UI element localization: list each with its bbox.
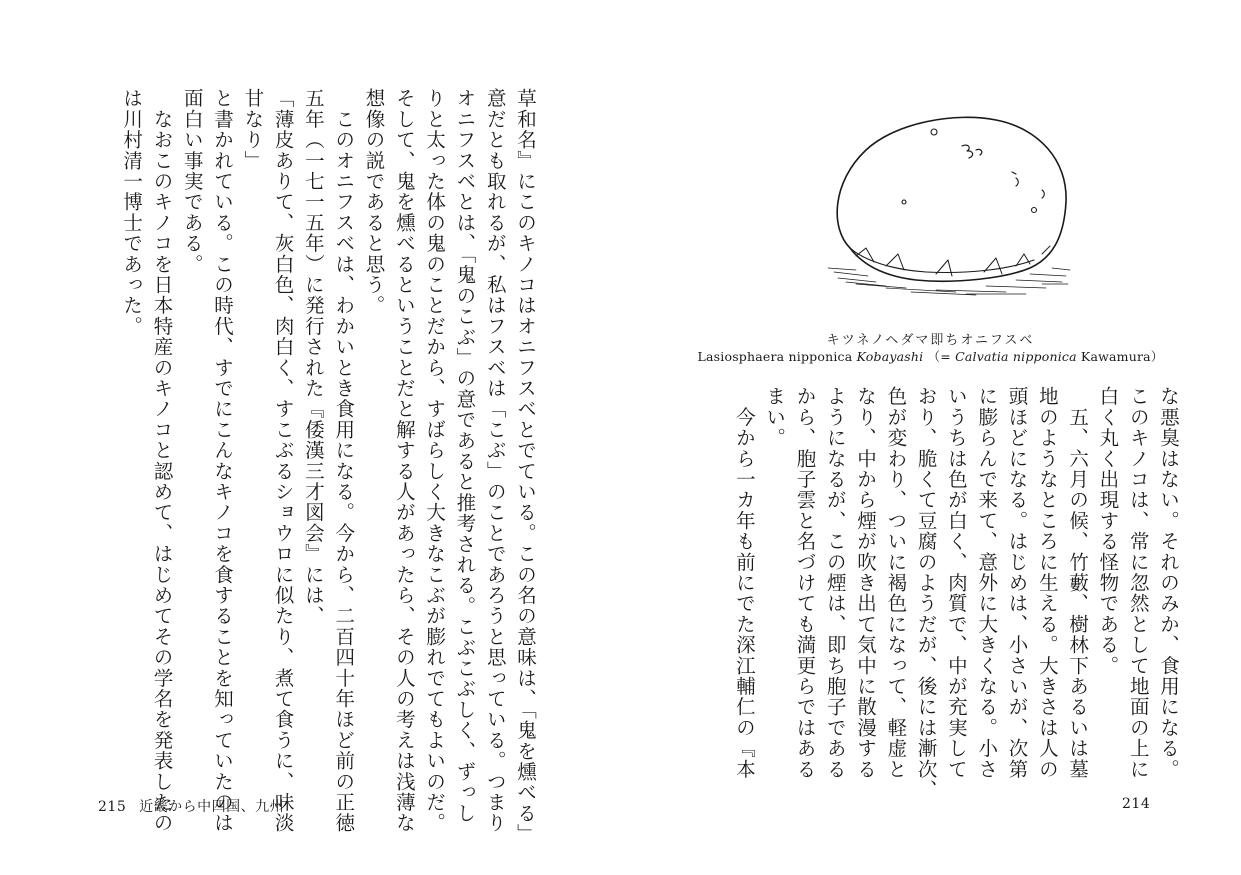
- caption-genus: Lasiosphaera nipponica: [697, 349, 853, 364]
- puffball-illustration: [816, 98, 1076, 314]
- left-page: [0, 0, 620, 875]
- left-page-number: 215: [98, 799, 127, 815]
- right-page-body-text: な悪臭はない。それのみか、食用になる。 このキノコは、常に忽然として地面の上に 白く丸く出現する怪物である。 五、六月の候、竹藪、樹林下あるいは墓 地のようなところに生える。大きさは人の 頭ほどになる。はじめは、小さいが、次第 に膨らんで来て、意外に大きくなる。小さ いうちは色が白く、肉質で、中が充実して おり、脆くて豆腐のようだが、後には漸次、 色が変わり、ついに褐色になって、軽虚と なり、中から煙が吹き出て気中に散漫する ようになるが、この煙は、即ち胞子である から、胞子雲と名づけても満更らではある まい。 今から一カ年も前にでた深江輔仁の『本: [732, 386, 1180, 800]
- right-page: [620, 0, 1241, 875]
- left-page-folio: [98, 796, 284, 816]
- caption-synonym-open: （=: [927, 349, 956, 364]
- illustration-caption-japanese: キツネノヘダマ即ちオニフスベ: [826, 333, 1035, 348]
- left-page-body-text: 草和名』にこのキノコはオニフスベとでている。この名の意味は、「鬼を燻べる」 意だとも取れるが、私はフスベは「こぶ」のことであろうと思っている。つまり オニフスベとは、「鬼のこぶ」の意であると推考される。こぶこぶしく、ずっし りと太った体の鬼のことだから、すばらしく大きなこぶが膨れでてもよいのだ。 そして、鬼を燻べるということだと解する人があったら、その人の考えは浅薄な 想像の説であると思う。 このオニフスベは、わかいとき食用になる。今から、二百四十年ほど前の正徳 五年（一七一五年）に発行された『倭漢三才図会』には、 「薄皮ありて、灰白色、肉白く、すこぶるショウロに似たり、煮て食うに、味淡 甘なり」 と書かれている。この時代、すでにこんなキノコを食することを知っていたのは 面白い事実である。 なおこのキノコを日本特産のキノコと認めて、はじめてその学名を発表したの は川村清一博士であった。: [120, 88, 537, 845]
- caption-author: Kobayashi: [856, 349, 924, 364]
- right-page-number: 214: [1122, 796, 1151, 812]
- caption-synonym-author: Kawamura）: [1076, 349, 1164, 364]
- running-head: 近畿から中四国、九州: [139, 799, 285, 815]
- caption-synonym: Calvatia nipponica: [955, 349, 1077, 364]
- illustration-caption-scientific: [620, 347, 1241, 365]
